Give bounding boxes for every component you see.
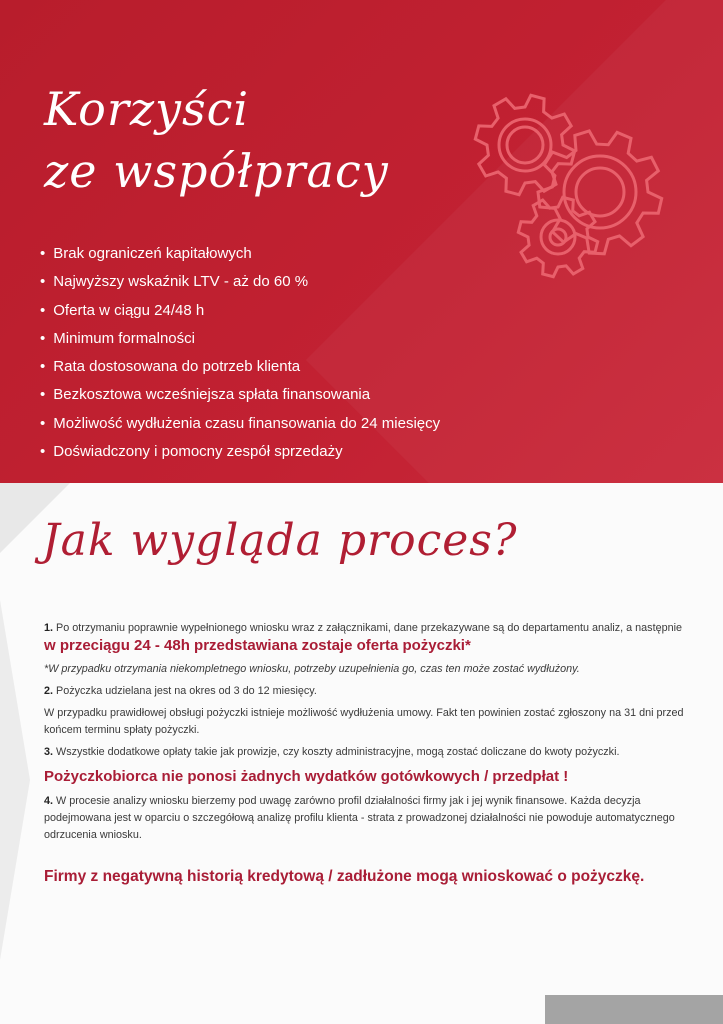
gears-icon bbox=[470, 80, 690, 280]
benefit-item: • Bezkosztowa wcześniejsza spłata finansowania bbox=[40, 381, 440, 409]
gear-ring bbox=[576, 168, 624, 216]
benefits-list bbox=[40, 240, 440, 466]
benefits-title: Korzyści ze współpracy bbox=[44, 82, 389, 198]
decorative-triangle bbox=[0, 600, 30, 960]
benefits-section bbox=[0, 0, 723, 483]
benefit-item: • Możliwość wydłużenia czasu finansowania do 24 miesięcy bbox=[40, 410, 440, 438]
benefit-item: • Najwyższy wskaźnik LTV - aż do 60 % bbox=[40, 268, 440, 296]
highlight-no-fees: Pożyczkobiorca nie ponosi żadnych wydatków gotówkowych / przedpłat ! bbox=[44, 768, 569, 785]
benefit-item: • Rata dostosowana do potrzeb klienta bbox=[40, 353, 440, 381]
process-body bbox=[44, 620, 684, 895]
step-2-extension: W przypadku prawidłowej obsługi pożyczki istnieje możliwość wydłużenia umowy. Fakt ten powinien zostać zgłoszony na 31 dni przed końcem terminu spłaty pożyczki. bbox=[44, 707, 684, 736]
gear-right bbox=[538, 131, 662, 254]
benefit-item: • Doświadczony i pomocny zespół sprzedaży bbox=[40, 438, 440, 466]
footer-bar bbox=[545, 995, 723, 1024]
benefit-item: • Minimum formalności bbox=[40, 325, 440, 353]
gear-ring bbox=[507, 127, 543, 163]
process-title: Jak wygląda proces? bbox=[42, 515, 518, 566]
step-2: 2. Pożyczka udzielana jest na okres od 3 do 12 miesięcy. bbox=[44, 685, 317, 697]
step-4: 4. W procesie analizy wniosku bierzemy pod uwagę zarówno profil działalności firmy jak i jej wynik finansowe. Każda decyzja podejmowana jest w oparciu o szczegółową analizę profilu klienta - strata z prowadzonej działalności nie powoduje automatycznego odrzucenia wniosku. bbox=[44, 795, 675, 841]
step-3: 3. Wszystkie dodatkowe opłaty takie jak prowizje, czy koszty administracyjne, mogą zostać doliczane do kwoty pożyczki. bbox=[44, 746, 620, 758]
benefit-item: • Oferta w ciągu 24/48 h bbox=[40, 297, 440, 325]
benefit-item: • Brak ograniczeń kapitałowych bbox=[40, 240, 440, 268]
step-1: 1. Po otrzymaniu poprawnie wypełnionego wniosku wraz z załącznikami, dane przekazywane są do departamentu analiz, a następnie w przeciągu 24 - 48h przedstawiana zostaje oferta pożyczki* bbox=[44, 622, 682, 654]
footnote: *W przypadku otrzymania niekompletnego wniosku, potrzeby uzupełnienia go, czas ten może zostać wydłużony. bbox=[44, 663, 580, 675]
highlight-negative-history: Firmy z negatywną historią kredytową / zadłużone mogą wnioskować o pożyczkę. bbox=[44, 868, 645, 885]
gear-top-left bbox=[475, 95, 574, 194]
